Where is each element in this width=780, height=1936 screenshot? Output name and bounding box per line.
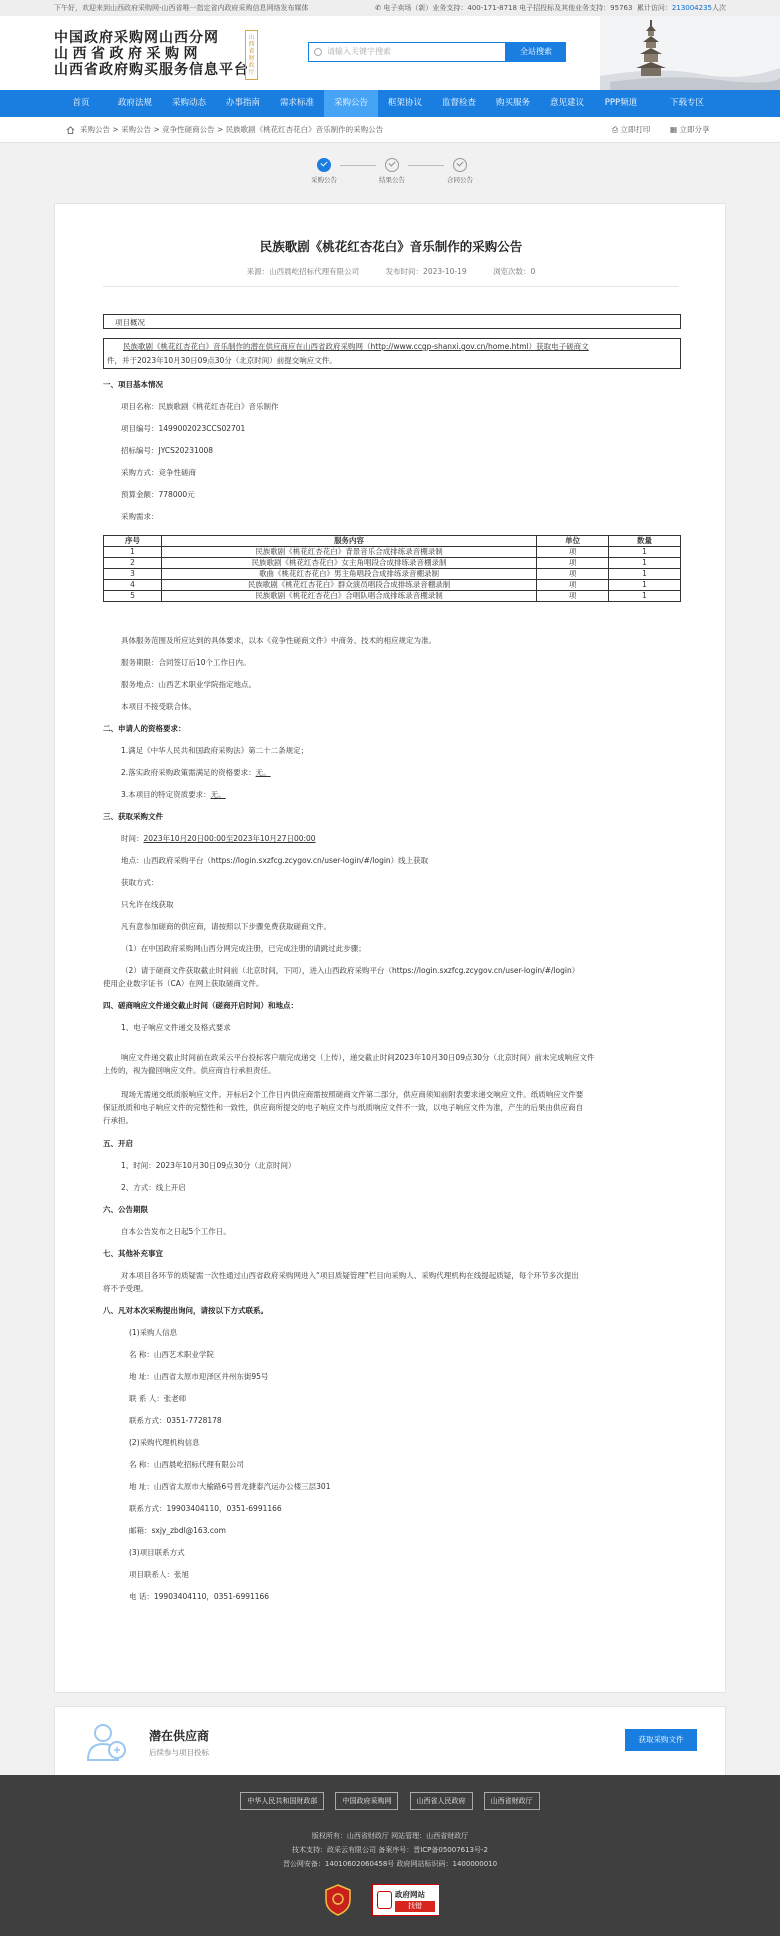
step-check-icon	[317, 158, 331, 172]
nav-services[interactable]: 购买服务	[495, 98, 530, 108]
police-record-text: 晋公网安备：14010602060458号 政府网站标识码：1400000010	[282, 1860, 498, 1868]
print-button[interactable]: ⎙ 立即打印	[612, 125, 651, 134]
search-placeholder: 请输入关键字搜索	[327, 47, 391, 56]
service-table	[103, 535, 681, 602]
agency-email: 邮箱：sxjy_zbdl@163.com	[129, 1526, 226, 1535]
footer-link-ccgp[interactable]: 中国政府采购网	[335, 1792, 398, 1810]
nav-downloads[interactable]: 下载专区	[669, 98, 704, 108]
phone-icon: ✆	[375, 4, 384, 12]
section-8-heading: 八、凡对本次采购提出询问，请按以下方式联系。	[103, 1306, 268, 1315]
section-2-heading: 二、申请人的资格要求：	[103, 724, 186, 733]
budget-amount: 预算金额：778000元	[121, 490, 195, 499]
submission-text-2: 上传的，视为撤回响应文件。供应商自行承担责任。	[103, 1066, 276, 1075]
contact-info	[375, 0, 726, 16]
nav-regulations[interactable]: 政府法规	[117, 98, 152, 108]
article-meta	[55, 266, 727, 277]
footer-info	[0, 1829, 780, 1871]
top-bar	[0, 0, 780, 16]
table-header: 服务内容	[161, 536, 536, 547]
page-title: 民族歌剧《桃花红杏花白》音乐制作的采购公告	[259, 239, 523, 254]
gov-site-error-report-badge[interactable]	[372, 1884, 440, 1916]
table-header-row	[104, 536, 681, 547]
share-button[interactable]: ▦ 立即分享	[670, 125, 710, 134]
service-scope: 具体服务范围及所应达到的具体要求，以本《竞争性磋商文件》中商务、技术的相应规定为准。	[121, 636, 436, 645]
logo-line-3: 山西省政府购买服务信息平台	[54, 62, 249, 78]
nav-news[interactable]: 采购动态	[171, 98, 206, 108]
supplement-text-2: 将不予受理。	[103, 1284, 148, 1293]
qualification-3: 3.本项目的特定资质要求：无。	[121, 790, 226, 799]
visits-unit: 人次	[712, 4, 726, 12]
share-icon: ▦	[670, 125, 680, 134]
purchaser-address: 地 址：山西省太原市迎泽区并州东街95号	[129, 1372, 269, 1381]
acquire-step-2a: （2）请于磋商文件获取截止时间前（北京时间，下同），进入山西政府采购平台（https://login.sxzfcg.zcygov.cn/user-login/#/login）	[121, 966, 580, 975]
acquire-time: 时间：2023年10月20日00:00至2023年10月27日00:00	[121, 834, 316, 843]
agency-phone: 联系方式：19903404110，0351-6991166	[129, 1504, 282, 1513]
agency-heading: (2)采购代理机构信息	[129, 1438, 200, 1447]
acquire-method: 获取方式：	[121, 878, 159, 887]
visits-label: 累计访问：	[636, 4, 672, 12]
party-emblem-icon[interactable]	[325, 1884, 351, 1916]
article-source: 来源：山西晨屹招标代理有限公司	[246, 267, 360, 276]
section-7-heading: 七、其他补充事宜	[103, 1249, 163, 1258]
step-check-icon	[453, 158, 467, 172]
breadcrumb	[0, 117, 780, 143]
breadcrumb-item[interactable]: 采购公告	[80, 125, 110, 134]
site-header	[0, 16, 780, 90]
table-row: 3 歌曲《桃花红杏花白》男主角唱段合成排练录音棚录制 项 1	[104, 569, 681, 580]
project-contact-person: 项目联系人：张旭	[129, 1570, 189, 1579]
project-contact-heading: (3)项目联系方式	[129, 1548, 185, 1557]
table-row: 4 民族歌剧《桃花红杏花白》群众演员唱段合成排练录音棚录制 项 1	[104, 580, 681, 591]
table-row: 5 民族歌剧《桃花红杏花白》合唱队唱合成排练录音棚录制 项 1	[104, 591, 681, 602]
acquire-place: 地点：山西政府采购平台（https://login.sxzfcg.zcygov.cn/user-login/#/login）线上获取	[121, 856, 429, 865]
print-icon: ⎙	[612, 125, 621, 134]
paper-text-2: 保证纸质和电子响应文件的完整性和一致性，供应商所提交的电子响应文件与纸质响应文件不一致，以电子响应文件为准，产生的后果由供应商自	[103, 1103, 583, 1112]
nav-feedback[interactable]: 意见建议	[549, 98, 584, 108]
section-6-heading: 六、公告期限	[103, 1205, 148, 1214]
nav-standards[interactable]: 需求标准	[279, 98, 314, 108]
article-date: 发布时间：2023-10-19	[385, 267, 467, 276]
overview-heading: 项目概况	[115, 318, 145, 327]
purchaser-heading: (1)采购人信息	[129, 1328, 178, 1337]
table-header: 数量	[609, 536, 681, 547]
welcome-text: 下午好，欢迎来到山西政府采购网-山西省唯一指定省内政府采购信息网络发布媒体	[54, 4, 309, 12]
step-contract: 合同公告	[430, 158, 490, 184]
notice-period: 自本公告发布之日起5个工作日。	[121, 1227, 231, 1236]
section-4-heading: 四、磋商响应文件递交截止时间（磋商开启时间）和地点：	[103, 1001, 298, 1010]
supplier-icon	[85, 1720, 129, 1764]
acquire-intro: 凡有意参加磋商的供应商，请按照以下步骤免费获取磋商文件。	[121, 922, 331, 931]
breadcrumb-path: 采购公告 > 采购公告 > 竞争性磋商公告 > 民族歌剧《桃花红杏花白》音乐制作的采购公告	[80, 125, 384, 134]
logo-line-2: 山西省政府采购网	[54, 46, 202, 62]
potential-supplier-panel	[54, 1706, 726, 1776]
paper-text-1: 现场无需递交纸质版响应文件。开标后2个工作日内供应商需按照磋商文件第二部分，供应商须知前附表要求递交响应文件。纸质响应文件要	[121, 1090, 584, 1099]
visits-count: 213004235	[671, 4, 712, 12]
announcement-card	[54, 203, 726, 1693]
table-header: 序号	[104, 536, 162, 547]
nav-home[interactable]: 首页	[72, 98, 90, 108]
section-1-heading: 一、项目基本情况	[103, 380, 163, 389]
nav-framework[interactable]: 框架协议	[387, 98, 422, 108]
open-time: 1、时间：2023年10月30日09点30分（北京时间）	[121, 1161, 296, 1170]
supplier-title: 潜在供应商	[149, 1729, 210, 1743]
report-error-label: 找错	[395, 1901, 435, 1912]
project-name: 项目名称：民族歌剧《桃花红杏花白》音乐制作	[121, 402, 279, 411]
qualification-2: 2.落实政府采购政策需满足的资格要求：无。	[121, 768, 271, 777]
electronic-format: 1、电子响应文件递交及格式要求	[121, 1023, 231, 1032]
search-input[interactable]	[308, 42, 506, 62]
home-icon[interactable]	[66, 126, 75, 134]
overview-heading-box	[103, 314, 681, 329]
section-3-heading: 三、获取采购文件	[103, 812, 163, 821]
finance-dept-seal: 山西省财政厅	[245, 30, 258, 80]
main-nav	[0, 90, 780, 117]
footer-links	[0, 1788, 780, 1810]
purchaser-contact: 联 系 人：张老师	[129, 1394, 187, 1403]
overview-text-1: 民族歌剧《桃花红杏花白》音乐制作的潜在供应商应在山西省政府采购网（http://www.ccgp-shanxi.gov.cn/home.html）获取电子磋商文	[123, 342, 589, 351]
gov-site-icon	[377, 1891, 392, 1909]
joint-venture-note: 本项目不接受联合体。	[121, 702, 196, 711]
supplier-subtitle: 后续参与项目投标	[149, 1748, 209, 1757]
footer-link-mof[interactable]: 中华人民共和国财政部	[240, 1792, 324, 1810]
nav-guide[interactable]: 办事指南	[225, 98, 260, 108]
nav-ppp[interactable]: PPP频道	[604, 98, 638, 108]
open-method: 2、方式：线上开启	[121, 1183, 186, 1192]
nav-announcements[interactable]: 采购公告	[324, 90, 378, 117]
bid-code: 招标编号：JYCS20231008	[121, 446, 214, 455]
logo-line-1: 中国政府采购网山西分网	[54, 30, 219, 46]
footer-link-shanxi-gov[interactable]: 山西省人民政府	[410, 1792, 473, 1810]
agency-name: 名 称：山西晨屹招标代理有限公司	[129, 1460, 244, 1469]
procurement-method: 采购方式：竞争性磋商	[121, 468, 196, 477]
project-contact-phone: 电 话：19903404110，0351-6991166	[129, 1592, 270, 1601]
online-only: 只允许在线获取	[121, 900, 174, 909]
divider	[103, 286, 679, 287]
table-row: 2 民族歌剧《桃花红杏花白》女主角唱段合成排练录音棚录制 项 1	[104, 558, 681, 569]
service-period: 服务期限：合同签订后10个工作日内。	[121, 658, 251, 667]
gov-site-label: 政府网站	[395, 1890, 425, 1899]
tech-support-text[interactable]: 技术支持：政采云有限公司 备案序号：晋ICP备05007613号-2	[291, 1846, 488, 1854]
step-check-icon	[385, 158, 399, 172]
site-logo[interactable]	[54, 30, 249, 78]
project-code: 项目编号：1499002023CCS02701	[121, 424, 246, 433]
search-icon	[314, 48, 322, 56]
get-procurement-file-button[interactable]: 获取采购文件	[625, 1729, 697, 1751]
procurement-needs: 采购需求：	[121, 512, 159, 521]
supplement-text-1: 对本项目各环节的质疑需一次性通过山西省政府采购网进入“项目质疑管理”栏目向采购人、采购代理机构在线提起质疑，每个环节多次提出	[121, 1271, 579, 1280]
purchaser-name: 名 称：山西艺术职业学院	[129, 1350, 214, 1359]
table-header: 单位	[537, 536, 609, 547]
site-search-button[interactable]: 全站搜索	[506, 42, 566, 62]
breadcrumb-item[interactable]: 采购公告	[121, 125, 152, 134]
nav-supervision[interactable]: 监督检查	[441, 98, 476, 108]
article-views: 浏览次数：0	[493, 267, 536, 276]
section-5-heading: 五、开启	[103, 1139, 133, 1148]
acquire-step-1: （1）在中国政府采购网山西分网完成注册，已完成注册的请跳过此步骤；	[121, 944, 366, 953]
step-procurement: 采购公告	[294, 158, 354, 184]
overview-text-2: 件，并于2023年10月30日09点30分（北京时间）前提交响应文件。	[107, 356, 337, 365]
step-result: 结果公告	[362, 158, 422, 184]
site-footer	[0, 1775, 780, 1936]
paper-text-3: 行承担。	[103, 1116, 133, 1125]
agency-address: 地 址：山西省太原市大榆路6号晋龙捷泰汽运办公楼三层301	[129, 1482, 331, 1491]
acquire-step-2b: 使用企业数字证书（CA）在网上获取磋商文件。	[103, 979, 264, 988]
qualification-1: 1.满足《中华人民共和国政府采购法》第二十二条规定；	[121, 746, 309, 755]
pagoda-banner-image	[600, 16, 780, 90]
copyright-text: 版权所有：山西省财政厅 网站管理：山西省财政厅	[311, 1832, 469, 1840]
support-text: 电子卖场（新）业务支持：400-171-8718 电子招投标及其他业务支持：95763	[383, 4, 633, 12]
purchaser-phone: 联系方式：0351-7728178	[129, 1416, 222, 1425]
submission-text-1: 响应文件递交截止时间前在政采云平台投标客户端完成递交（上传），递交截止时间2023年10月30日09点30分（北京时间）前未完成响应文件	[121, 1053, 595, 1062]
service-place: 服务地点：山西艺术职业学院指定地点。	[121, 680, 256, 689]
progress-steps	[0, 143, 780, 203]
breadcrumb-current: 民族歌剧《桃花红杏花白》音乐制作的采购公告	[225, 125, 384, 134]
footer-link-finance-dept[interactable]: 山西省财政厅	[484, 1792, 540, 1810]
table-row: 1 民族歌剧《桃花红杏花白》背景音乐合成排练录音棚录制 项 1	[104, 547, 681, 558]
breadcrumb-item[interactable]: 竞争性磋商公告	[162, 125, 215, 134]
